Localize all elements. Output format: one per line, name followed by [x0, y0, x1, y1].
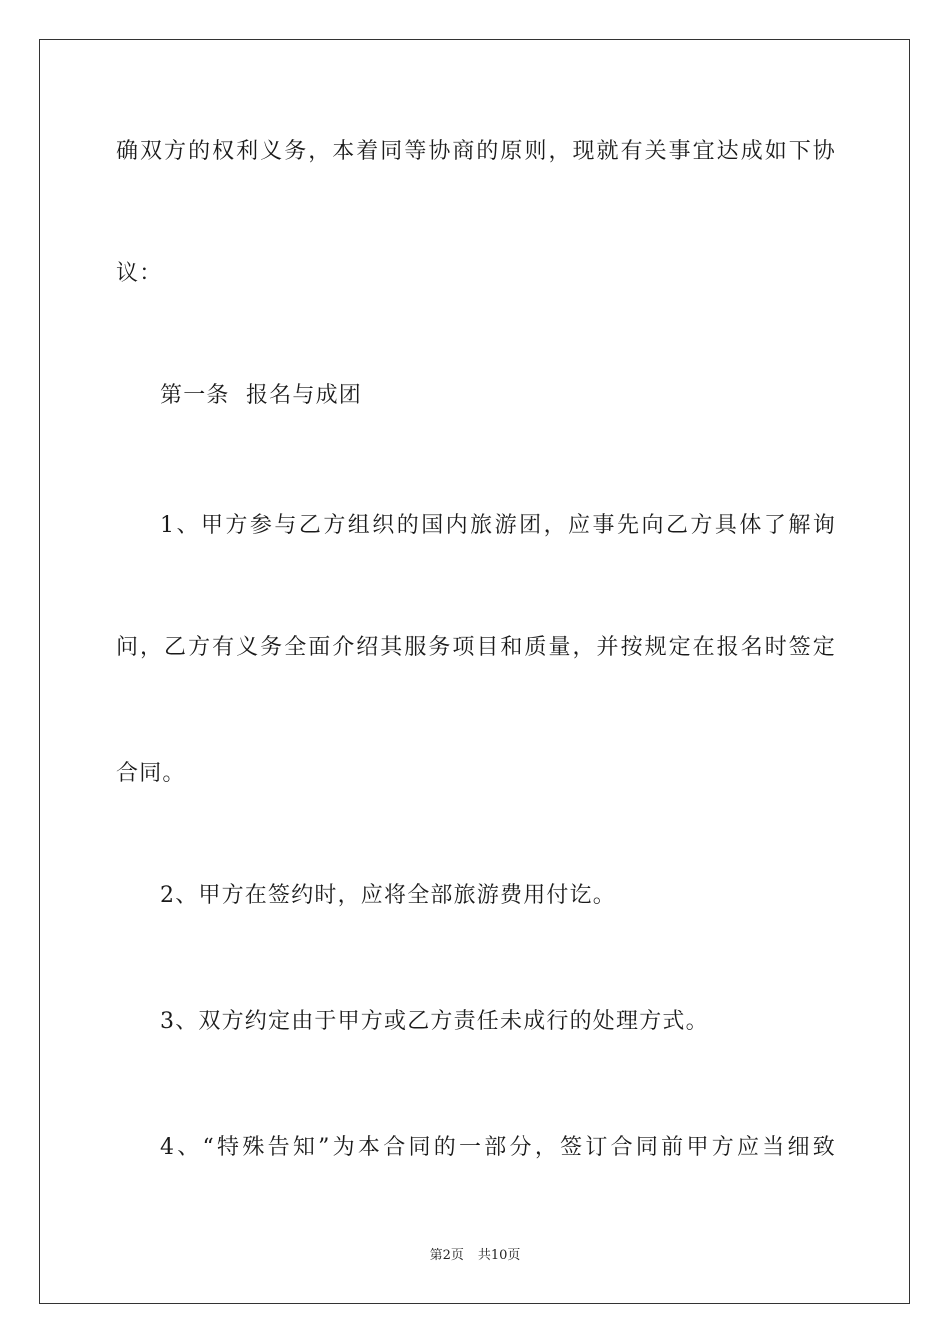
body-line-1: 确双方的权利义务，本着同等协商的原则，现就有关事宜达成如下协	[116, 139, 836, 164]
body-line-4: 1、甲方参与乙方组织的国内旅游团，应事先向乙方具体了解询	[160, 513, 836, 538]
section-heading: 第一条 报名与成团	[160, 383, 362, 408]
body-line-6: 合同。	[116, 761, 186, 786]
body-line-5: 问，乙方有义务全面介绍其服务项目和质量，并按规定在报名时签定	[116, 635, 836, 660]
page-number: 第2页	[429, 1248, 464, 1263]
body-line-7: 2、甲方在签约时，应将全部旅游费用付讫。	[160, 883, 616, 908]
page-total: 共10页	[477, 1248, 521, 1263]
page-footer	[0, 1247, 950, 1265]
page-frame	[39, 39, 910, 1304]
body-line-2: 议：	[116, 261, 163, 286]
body-line-9: 4、“特殊告知”为本合同的一部分，签订合同前甲方应当细致	[160, 1135, 836, 1160]
body-line-8: 3、双方约定由于甲方或乙方责任未成行的处理方式。	[160, 1009, 709, 1034]
